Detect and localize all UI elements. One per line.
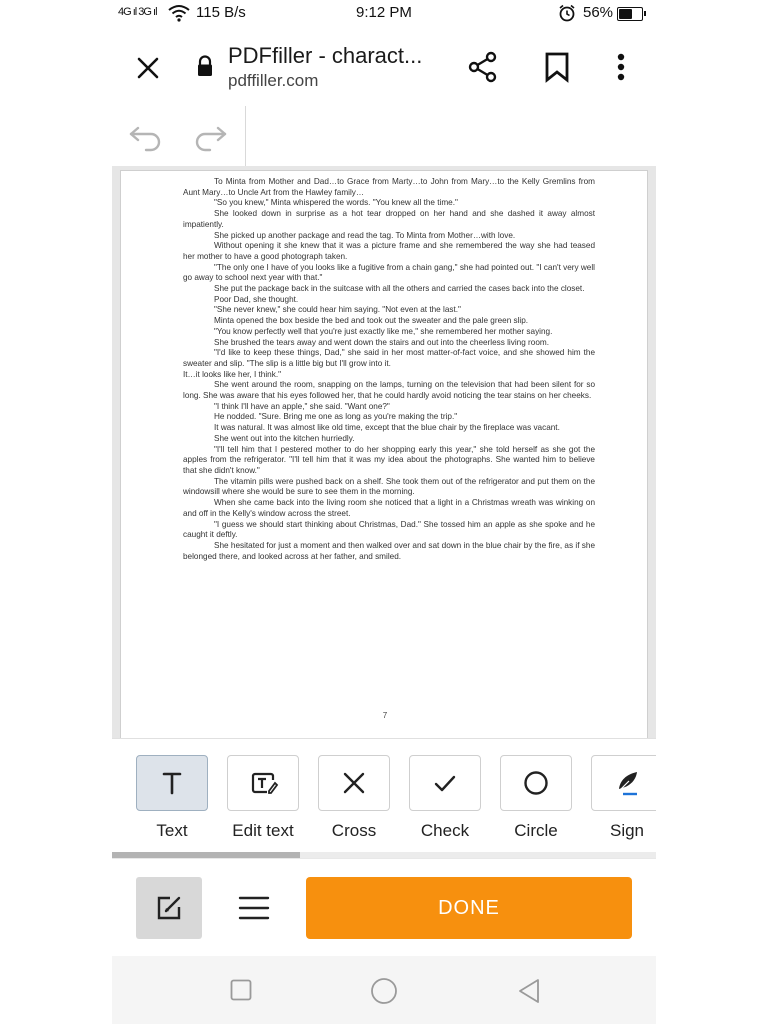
tool-label: Check [420, 821, 470, 840]
tool-circle[interactable] [500, 755, 572, 841]
document-paragraph: To Minta from Mother and Dad…to Grace from Marty…to John from Mary…to the Kelly Gremlins from Aunt Mary…to Uncle Art from the Hawley family… [183, 177, 595, 197]
document-paragraph: She hesitated for just a moment and then walked over and sat down in the blue chair by the fire, as if she belonged there, and looked across at her father, and smiled. [183, 540, 595, 561]
document-paragraph: Without opening it she knew that it was a picture frame and she remembered the way she had teased her mother to have a good photograph taken. [183, 241, 595, 261]
lock-icon [196, 54, 214, 78]
alarm-icon [558, 4, 576, 22]
battery-icon [617, 7, 643, 21]
tool-sign[interactable] [591, 755, 656, 841]
toolbar-divider [245, 106, 246, 166]
tool-edit-text[interactable] [227, 755, 299, 841]
document-paragraph: Poor Dad, she thought. [214, 294, 299, 304]
text-tool-icon [136, 755, 208, 811]
document-paragraph: She went out into the kitchen hurriedly. [214, 433, 355, 443]
done-button[interactable]: DONE [306, 877, 632, 939]
clock: 9:12 PM [356, 4, 412, 21]
document-text [183, 177, 595, 562]
page-title[interactable]: PDFfiller - charact... [228, 43, 423, 68]
tool-bar [112, 738, 656, 857]
list-icon [238, 894, 270, 922]
document-page[interactable] [120, 170, 648, 738]
battery-percent: 56% [583, 4, 614, 21]
document-paragraph: It…it looks like her, I think." [183, 369, 282, 379]
document-paragraph: "You know perfectly well that you're just exactly like me," she remembered her mother saying. [214, 326, 553, 336]
tool-label: Circle [514, 821, 558, 840]
document-paragraph: He nodded. "Sure. Bring me one as long as you're making the trip." [214, 412, 458, 422]
back-icon[interactable] [516, 977, 542, 1005]
browser-bar [112, 28, 656, 107]
page-url[interactable]: pdffiller.com [228, 71, 319, 90]
tool-text[interactable] [136, 755, 208, 841]
share-icon[interactable] [466, 50, 500, 84]
document-paragraph: "She never knew," she could hear him saying. "Not even at the last." [214, 305, 461, 315]
edit-toolbar [112, 106, 656, 166]
document-paragraph: "So you knew," Minta whispered the words. "You knew all the time." [214, 198, 458, 208]
recent-apps-icon[interactable] [230, 979, 252, 1001]
tool-label: Cross [331, 821, 377, 840]
document-paragraph: "I guess we should start thinking about Christmas, Dad." She tossed him an apple as she spoke and he caught it deftly. [183, 519, 595, 540]
document-paragraph: "I think I'll have an apple," she said. "Want one?" [214, 401, 390, 411]
document-paragraph: "The only one I have of you looks like a fugitive from a chain gang," she had pointed out. "I can't very well go away to school next year with that." [183, 262, 595, 283]
document-paragraph: She picked up another package and read the tag. To Minta from Mother…with love. [214, 230, 516, 240]
wifi-icon [168, 4, 190, 22]
edit-mode-button[interactable] [136, 877, 202, 939]
document-paragraph: The vitamin pills were pushed back on a shelf. She took them out of the refrigerator and put them on the windowsill where she would be sure to see them in the morning. [183, 476, 595, 497]
bookmark-icon[interactable] [540, 50, 574, 84]
document-paragraph: "I'd like to keep these things, Dad," she said in her most matter-of-fact voice, and she showed him the sweater and slip. "The slip is a little big but I'll grow into it. [183, 348, 595, 368]
tool-check[interactable] [409, 755, 481, 841]
document-viewport[interactable] [112, 166, 656, 738]
action-bar [112, 858, 656, 957]
document-paragraph: She went around the room, snapping on the lamps, turning on the television that had been silent for so long. She was aware that his eyes followed her, that he could hardly avoid noticing the tear stains on her cheeks. [183, 380, 595, 401]
network-speed: 115 B/s [196, 4, 246, 21]
battery-tip [644, 11, 646, 16]
tool-cross[interactable] [318, 755, 390, 841]
tool-label: Sign [609, 821, 645, 840]
list-button[interactable] [232, 885, 276, 931]
document-paragraph: She put the package back in the suitcase with all the others and carried the cases back into the closet. [214, 284, 585, 294]
edit-text-icon [227, 755, 299, 811]
undo-icon[interactable] [126, 120, 166, 152]
check-icon [409, 755, 481, 811]
sign-icon [591, 755, 656, 811]
signal-icon: 4G ıl 3G ıl [118, 6, 157, 18]
status-bar [112, 0, 656, 28]
circle-icon [500, 755, 572, 811]
close-icon[interactable] [130, 50, 166, 86]
document-paragraph: When she came back into the living room she noticed that a light in a Christmas wreath was winking on and off in the Kelly's window across the street. [183, 498, 595, 518]
cross-icon [318, 755, 390, 811]
tool-label: Edit text [232, 821, 294, 840]
document-paragraph: "I'll tell him that I pestered mother to do her shopping early this year," she told herself as she got the apples from the refrigerator. "I'll tell him that it was my idea about the photographs. She wanted him to believe that she didn't know." [183, 444, 595, 475]
system-nav-bar [112, 956, 656, 1024]
home-icon[interactable] [370, 977, 398, 1005]
page-number: 7 [382, 711, 388, 720]
more-vert-icon[interactable] [608, 48, 634, 86]
document-paragraph: Minta opened the box beside the bed and took out the sweater and the pale green slip. [214, 316, 529, 326]
tool-label: Text [156, 821, 188, 840]
document-paragraph: It was natural. It was almost like old time, except that the blue chair by the fireplace was vacant. [214, 423, 560, 433]
document-paragraph: She looked down in surprise as a hot tear dropped on her hand and she dashed it away almost impatiently. [183, 209, 595, 229]
redo-icon[interactable] [190, 120, 230, 152]
document-paragraph: She brushed the tears away and went down the stairs and out into the cheerless living room. [214, 337, 549, 347]
edit-mode-icon [154, 893, 184, 923]
